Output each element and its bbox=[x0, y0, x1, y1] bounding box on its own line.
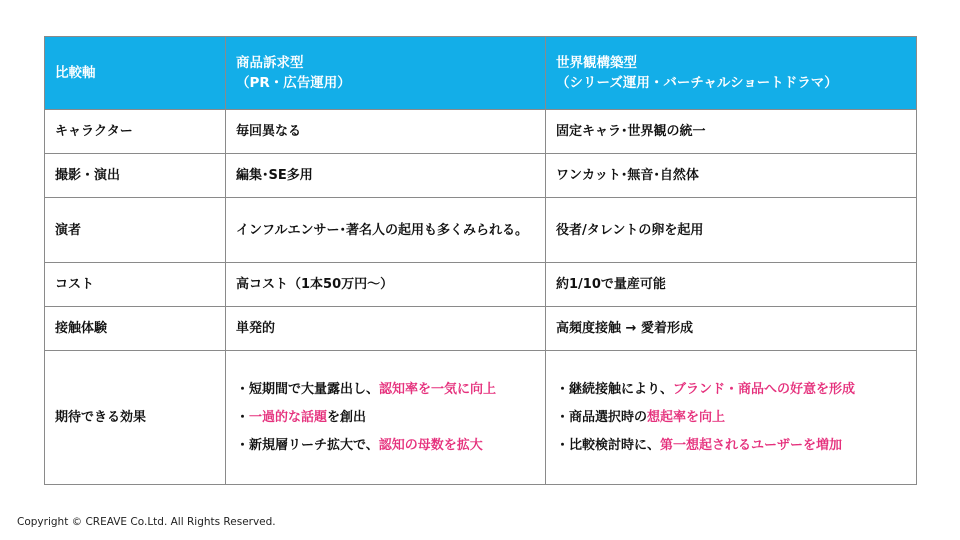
table-header-row bbox=[45, 37, 917, 110]
row-product-cell: 毎回異なる bbox=[226, 110, 546, 154]
row-world-cell: 固定キャラ･世界観の統一 bbox=[546, 110, 917, 154]
table-row-effects bbox=[45, 351, 917, 485]
effect-text: ・継続接触により、 bbox=[556, 381, 674, 397]
row-world-cell: ワンカット･無音･自然体 bbox=[546, 154, 917, 198]
effects-world-cell bbox=[546, 351, 917, 485]
row-world-cell: 高頻度接触 → 愛着形成 bbox=[546, 307, 917, 351]
row-axis-label: 撮影・演出 bbox=[45, 154, 226, 198]
effect-bullet bbox=[236, 404, 535, 432]
comparison-table bbox=[44, 36, 917, 485]
effect-text: ・新規層リーチ拡大で、 bbox=[236, 437, 379, 453]
header-world-title: 世界観構築型 bbox=[556, 55, 637, 71]
header-world-building bbox=[546, 37, 917, 110]
header-product-subtitle: （PR・広告運用） bbox=[236, 75, 351, 91]
row-world-cell: 約1/10で量産可能 bbox=[546, 263, 917, 307]
effect-highlight: 第一想起されるユーザーを増加 bbox=[660, 437, 843, 453]
row-product-cell: 高コスト（1本50万円～） bbox=[226, 263, 546, 307]
table-row bbox=[45, 198, 917, 263]
effect-bullet bbox=[556, 376, 906, 404]
effects-product-cell bbox=[226, 351, 546, 485]
row-product-cell: 編集･SE多用 bbox=[226, 154, 546, 198]
effect-highlight: 認知率を一気に向上 bbox=[379, 381, 497, 397]
row-axis-label: 期待できる効果 bbox=[45, 351, 226, 485]
table-row bbox=[45, 307, 917, 351]
effect-highlight: 認知の母数を拡大 bbox=[378, 437, 483, 453]
effect-text: ・商品選択時の bbox=[556, 409, 648, 425]
table-row bbox=[45, 154, 917, 198]
table-row bbox=[45, 110, 917, 154]
row-world-cell: 役者/タレントの卵を起用 bbox=[546, 198, 917, 263]
effect-text: ・短期間で大量露出し、 bbox=[236, 381, 380, 397]
effect-text: ・比較検討時に、 bbox=[556, 437, 661, 453]
row-axis-label: 接触体験 bbox=[45, 307, 226, 351]
header-axis: 比較軸 bbox=[45, 37, 226, 110]
effect-text: を創出 bbox=[327, 409, 367, 425]
row-axis-label: 演者 bbox=[45, 198, 226, 263]
row-product-cell: 単発的 bbox=[226, 307, 546, 351]
effect-text: ・ bbox=[236, 409, 250, 425]
row-product-cell: インフルエンサー･著名人の起用も多くみられる。 bbox=[226, 198, 546, 263]
row-axis-label: コスト bbox=[45, 263, 226, 307]
header-product-appeal bbox=[226, 37, 546, 110]
effect-highlight: ブランド・商品への好意を形成 bbox=[673, 381, 856, 397]
header-product-title: 商品訴求型 bbox=[236, 55, 304, 71]
copyright-text: Copyright © CREAVE Co.Ltd. All Rights Reserved. bbox=[17, 516, 276, 528]
effect-bullet bbox=[556, 432, 906, 460]
effect-bullet bbox=[236, 376, 535, 404]
effect-highlight: 想起率を向上 bbox=[647, 409, 726, 425]
effect-highlight: 一過的な話題 bbox=[249, 409, 328, 425]
effect-bullet bbox=[236, 432, 535, 460]
table-row bbox=[45, 263, 917, 307]
effect-bullet bbox=[556, 404, 906, 432]
header-world-subtitle: （シリーズ運用・バーチャルショートドラマ） bbox=[556, 75, 838, 91]
row-axis-label: キャラクター bbox=[45, 110, 226, 154]
